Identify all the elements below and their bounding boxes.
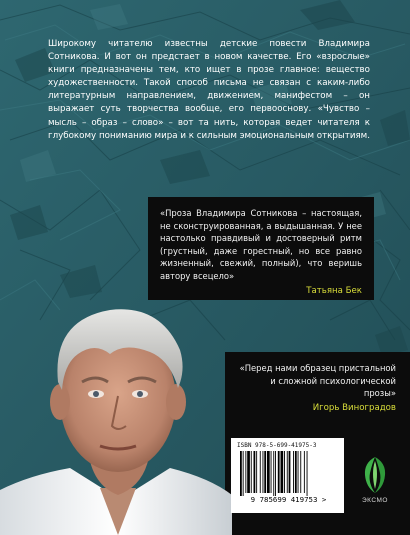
publisher-name: ЭКСМО xyxy=(362,497,388,504)
publisher-logo xyxy=(355,455,395,504)
barcode-bar xyxy=(273,451,274,496)
barcode-bar xyxy=(293,451,294,493)
review-quote-author: Игорь Виноградов xyxy=(312,402,396,413)
barcode-bar xyxy=(281,451,284,493)
review-quote-box-bek xyxy=(148,197,374,300)
barcode-bar xyxy=(254,451,256,493)
barcode-bar xyxy=(307,451,308,496)
barcode-bar xyxy=(271,451,272,493)
isbn-label: ISBN 978-5-699-41975-3 xyxy=(237,442,317,449)
barcode-bar xyxy=(260,451,261,493)
review-quote-text: «Перед нами образец пристальной и сложной психологической прозы» xyxy=(239,363,396,399)
barcode-card xyxy=(231,438,344,513)
barcode-bar xyxy=(300,451,301,493)
review-quote-box-vinogradov xyxy=(225,352,410,412)
review-quote-text: «Проза Владимира Сотникова – настоящая, не сконструированная, а выдышанная. У нее настолько правдивый и достоверный ритм (грустный, даже горестный, но все равно жизненный, свежий, полный), что веришь автору всецело» xyxy=(160,208,362,281)
barcode-bar xyxy=(240,451,242,496)
barcode-bar xyxy=(267,451,270,493)
barcode-bar xyxy=(245,451,246,493)
intro-paragraph: Широкому читателю известны детские повести Владимира Сотникова. И вот он предстает в новом качестве. Его «взрослые» книги предназначены тем, кто ищет в прозе главное: вещество художественности. Такой способ письма не связан с каким-либо литературным направлением, движением, манифестом – он выражает суть творчества вообще, его первооснову. «Чувство – мысль – образ – слово» – вот та нить, которая ведет читателя к глубокому пониманию мира и к сильным эмоциональным открытиям. xyxy=(48,39,371,141)
eksmo-logo-icon xyxy=(358,455,392,495)
barcode-bar xyxy=(275,451,276,496)
barcode-bar xyxy=(263,451,264,493)
barcode-bar xyxy=(247,451,250,493)
barcode-digits: 9 785699 419753 > xyxy=(250,495,327,503)
barcode-bar xyxy=(264,451,266,493)
barcode xyxy=(237,451,340,503)
barcode-bar xyxy=(304,451,305,493)
author-portrait xyxy=(0,290,232,535)
review-quote-author: Татьяна Бек xyxy=(306,285,362,296)
barcode-bar xyxy=(295,451,297,493)
barcode-bar xyxy=(243,451,244,496)
barcode-bar xyxy=(298,451,299,493)
barcode-bar xyxy=(284,451,285,493)
barcode-bar xyxy=(278,451,280,493)
barcode-bar xyxy=(256,451,257,493)
barcode-bar xyxy=(251,451,252,493)
barcode-bar xyxy=(287,451,288,493)
barcode-bar xyxy=(289,451,291,493)
